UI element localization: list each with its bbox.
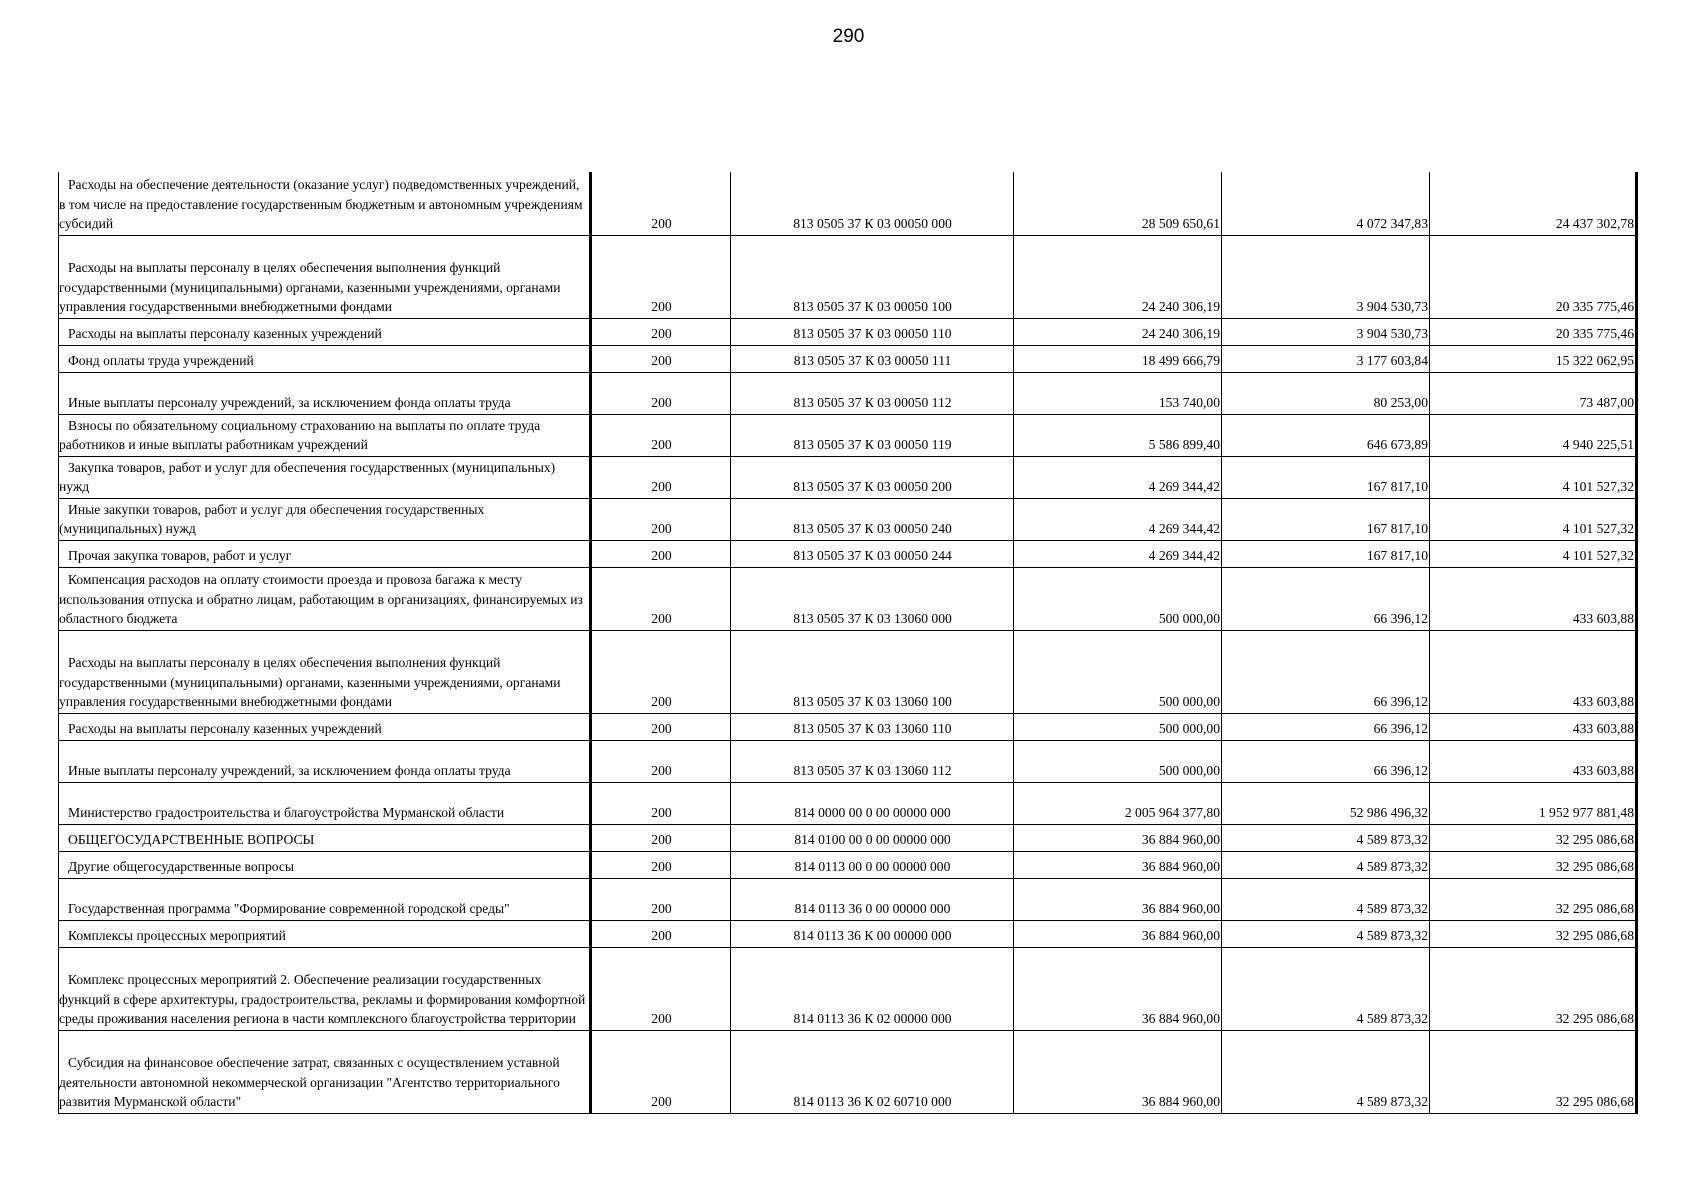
executed-amount-cell: 4 589 873,32 [1222, 920, 1430, 947]
approved-amount-cell: 4 269 344,42 [1014, 498, 1222, 540]
executed-amount-cell: 167 817,10 [1222, 456, 1430, 498]
expense-name-cell: Государственная программа "Формирование современной городской среды" [59, 878, 591, 920]
expense-name-cell: Министерство градостроительства и благоустройства Мурманской области [59, 782, 591, 824]
unexecuted-amount-cell: 32 295 086,68 [1430, 878, 1637, 920]
executed-amount-cell: 4 589 873,32 [1222, 947, 1430, 1030]
approved-amount-cell: 4 269 344,42 [1014, 540, 1222, 567]
table-row [59, 498, 1637, 540]
expense-name-cell: Прочая закупка товаров, работ и услуг [59, 540, 591, 567]
unexecuted-amount-cell: 20 335 775,46 [1430, 235, 1637, 318]
unexecuted-amount-cell: 73 487,00 [1430, 372, 1637, 414]
budget-classification-code-cell: 814 0100 00 0 00 00000 000 [731, 824, 1014, 851]
approved-amount-cell: 36 884 960,00 [1014, 851, 1222, 878]
unexecuted-amount-cell: 15 322 062,95 [1430, 345, 1637, 372]
executed-amount-cell: 66 396,12 [1222, 740, 1430, 782]
line-code-cell: 200 [591, 456, 731, 498]
executed-amount-cell: 66 396,12 [1222, 630, 1430, 713]
expense-name-cell: Фонд оплаты труда учреждений [59, 345, 591, 372]
expense-name-cell: Расходы на выплаты персоналу казенных учреждений [59, 318, 591, 345]
approved-amount-cell: 36 884 960,00 [1014, 920, 1222, 947]
expense-name-cell: Комплекс процессных мероприятий 2. Обеспечение реализации государственных функций в сфере архитектуры, градостроительства, рекламы и формирования комфортной среды проживания населения региона в части комплексного благоустройства территории [59, 947, 591, 1030]
budget-classification-code-cell: 813 0505 37 К 03 00050 200 [731, 456, 1014, 498]
approved-amount-cell: 500 000,00 [1014, 713, 1222, 740]
table-row [59, 878, 1637, 920]
table-row [59, 318, 1637, 345]
budget-classification-code-cell: 814 0000 00 0 00 00000 000 [731, 782, 1014, 824]
executed-amount-cell: 167 817,10 [1222, 498, 1430, 540]
executed-amount-cell: 4 589 873,32 [1222, 824, 1430, 851]
approved-amount-cell: 36 884 960,00 [1014, 878, 1222, 920]
budget-classification-code-cell: 813 0505 37 К 03 00050 119 [731, 414, 1014, 456]
unexecuted-amount-cell: 32 295 086,68 [1430, 1030, 1637, 1113]
expense-name-cell: Другие общегосударственные вопросы [59, 851, 591, 878]
expense-name-cell: Расходы на выплаты персоналу в целях обеспечения выполнения функций государственными (муниципальными) органами, казенными учреждениями, органами управления государственными внебюджетными фондами [59, 235, 591, 318]
line-code-cell: 200 [591, 498, 731, 540]
budget-classification-code-cell: 813 0505 37 К 03 00050 000 [731, 172, 1014, 235]
line-code-cell: 200 [591, 1030, 731, 1113]
expense-name-cell: Комплексы процессных мероприятий [59, 920, 591, 947]
line-code-cell: 200 [591, 824, 731, 851]
line-code-cell: 200 [591, 318, 731, 345]
unexecuted-amount-cell: 4 940 225,51 [1430, 414, 1637, 456]
executed-amount-cell: 3 904 530,73 [1222, 235, 1430, 318]
budget-classification-code-cell: 814 0113 36 К 02 00000 000 [731, 947, 1014, 1030]
expense-name-cell: Расходы на выплаты персоналу казенных учреждений [59, 713, 591, 740]
expense-name-cell: Иные выплаты персоналу учреждений, за исключением фонда оплаты труда [59, 740, 591, 782]
approved-amount-cell: 500 000,00 [1014, 567, 1222, 630]
executed-amount-cell: 4 589 873,32 [1222, 851, 1430, 878]
table-row [59, 630, 1637, 713]
expense-name-cell: Расходы на выплаты персоналу в целях обеспечения выполнения функций государственными (муниципальными) органами, казенными учреждениями, органами управления государственными внебюджетными фондами [59, 630, 591, 713]
budget-classification-code-cell: 813 0505 37 К 03 00050 110 [731, 318, 1014, 345]
executed-amount-cell: 646 673,89 [1222, 414, 1430, 456]
line-code-cell: 200 [591, 782, 731, 824]
table-row [59, 540, 1637, 567]
unexecuted-amount-cell: 32 295 086,68 [1430, 947, 1637, 1030]
line-code-cell: 200 [591, 851, 731, 878]
executed-amount-cell: 66 396,12 [1222, 713, 1430, 740]
budget-classification-code-cell: 813 0505 37 К 03 13060 000 [731, 567, 1014, 630]
approved-amount-cell: 2 005 964 377,80 [1014, 782, 1222, 824]
approved-amount-cell: 5 586 899,40 [1014, 414, 1222, 456]
table-row [59, 345, 1637, 372]
line-code-cell: 200 [591, 414, 731, 456]
budget-execution-table [58, 172, 1638, 1114]
approved-amount-cell: 500 000,00 [1014, 740, 1222, 782]
budget-classification-code-cell: 814 0113 36 К 00 00000 000 [731, 920, 1014, 947]
unexecuted-amount-cell: 4 101 527,32 [1430, 498, 1637, 540]
line-code-cell: 200 [591, 878, 731, 920]
line-code-cell: 200 [591, 172, 731, 235]
table-row [59, 414, 1637, 456]
table-row [59, 713, 1637, 740]
expense-name-cell: Взносы по обязательному социальному страхованию на выплаты по оплате труда работников и иные выплаты работникам учреждений [59, 414, 591, 456]
expense-name-cell: Компенсация расходов на оплату стоимости проезда и провоза багажа к месту использования отпуска и обратно лицам, работающим в организациях, финансируемых из областного бюджета [59, 567, 591, 630]
budget-classification-code-cell: 813 0505 37 К 03 00050 244 [731, 540, 1014, 567]
page-number: 290 [832, 26, 865, 47]
line-code-cell: 200 [591, 630, 731, 713]
unexecuted-amount-cell: 20 335 775,46 [1430, 318, 1637, 345]
unexecuted-amount-cell: 4 101 527,32 [1430, 456, 1637, 498]
line-code-cell: 200 [591, 713, 731, 740]
approved-amount-cell: 36 884 960,00 [1014, 824, 1222, 851]
approved-amount-cell: 4 269 344,42 [1014, 456, 1222, 498]
expense-name-cell: Закупка товаров, работ и услуг для обеспечения государственных (муниципальных) нужд [59, 456, 591, 498]
executed-amount-cell: 52 986 496,32 [1222, 782, 1430, 824]
unexecuted-amount-cell: 32 295 086,68 [1430, 824, 1637, 851]
approved-amount-cell: 28 509 650,61 [1014, 172, 1222, 235]
unexecuted-amount-cell: 1 952 977 881,48 [1430, 782, 1637, 824]
table-row [59, 782, 1637, 824]
line-code-cell: 200 [591, 540, 731, 567]
expense-name-cell: Субсидия на финансовое обеспечение затрат, связанных с осуществлением уставной деятельности автономной некоммерческой организации "Агентство территориального развития Мурманской области" [59, 1030, 591, 1113]
budget-classification-code-cell: 814 0113 36 0 00 00000 000 [731, 878, 1014, 920]
line-code-cell: 200 [591, 235, 731, 318]
executed-amount-cell: 4 072 347,83 [1222, 172, 1430, 235]
unexecuted-amount-cell: 433 603,88 [1430, 630, 1637, 713]
budget-classification-code-cell: 813 0505 37 К 03 00050 100 [731, 235, 1014, 318]
approved-amount-cell: 24 240 306,19 [1014, 318, 1222, 345]
expense-name-cell: ОБЩЕГОСУДАРСТВЕННЫЕ ВОПРОСЫ [59, 824, 591, 851]
line-code-cell: 200 [591, 740, 731, 782]
unexecuted-amount-cell: 32 295 086,68 [1430, 920, 1637, 947]
expense-name-cell: Иные выплаты персоналу учреждений, за исключением фонда оплаты труда [59, 372, 591, 414]
expense-name-cell: Иные закупки товаров, работ и услуг для обеспечения государственных (муниципальных) нужд [59, 498, 591, 540]
budget-classification-code-cell: 813 0505 37 К 03 00050 112 [731, 372, 1014, 414]
executed-amount-cell: 4 589 873,32 [1222, 1030, 1430, 1113]
unexecuted-amount-cell: 24 437 302,78 [1430, 172, 1637, 235]
line-code-cell: 200 [591, 372, 731, 414]
line-code-cell: 200 [591, 345, 731, 372]
executed-amount-cell: 167 817,10 [1222, 540, 1430, 567]
table-row [59, 172, 1637, 235]
table-row [59, 372, 1637, 414]
table-row [59, 824, 1637, 851]
executed-amount-cell: 4 589 873,32 [1222, 878, 1430, 920]
budget-classification-code-cell: 813 0505 37 К 03 13060 110 [731, 713, 1014, 740]
budget-classification-code-cell: 814 0113 00 0 00 00000 000 [731, 851, 1014, 878]
unexecuted-amount-cell: 433 603,88 [1430, 713, 1637, 740]
unexecuted-amount-cell: 32 295 086,68 [1430, 851, 1637, 878]
unexecuted-amount-cell: 433 603,88 [1430, 567, 1637, 630]
table-row [59, 567, 1637, 630]
budget-classification-code-cell: 814 0113 36 К 02 60710 000 [731, 1030, 1014, 1113]
unexecuted-amount-cell: 4 101 527,32 [1430, 540, 1637, 567]
approved-amount-cell: 24 240 306,19 [1014, 235, 1222, 318]
executed-amount-cell: 3 177 603,84 [1222, 345, 1430, 372]
executed-amount-cell: 66 396,12 [1222, 567, 1430, 630]
table-row [59, 456, 1637, 498]
table-row [59, 740, 1637, 782]
table-row [59, 851, 1637, 878]
approved-amount-cell: 153 740,00 [1014, 372, 1222, 414]
approved-amount-cell: 36 884 960,00 [1014, 947, 1222, 1030]
budget-classification-code-cell: 813 0505 37 К 03 13060 100 [731, 630, 1014, 713]
budget-classification-code-cell: 813 0505 37 К 03 00050 240 [731, 498, 1014, 540]
unexecuted-amount-cell: 433 603,88 [1430, 740, 1637, 782]
line-code-cell: 200 [591, 920, 731, 947]
table-row [59, 235, 1637, 318]
line-code-cell: 200 [591, 567, 731, 630]
line-code-cell: 200 [591, 947, 731, 1030]
approved-amount-cell: 36 884 960,00 [1014, 1030, 1222, 1113]
budget-classification-code-cell: 813 0505 37 К 03 13060 112 [731, 740, 1014, 782]
table-row [59, 947, 1637, 1030]
budget-classification-code-cell: 813 0505 37 К 03 00050 111 [731, 345, 1014, 372]
approved-amount-cell: 500 000,00 [1014, 630, 1222, 713]
approved-amount-cell: 18 499 666,79 [1014, 345, 1222, 372]
table-row [59, 1030, 1637, 1113]
executed-amount-cell: 3 904 530,73 [1222, 318, 1430, 345]
table-row [59, 920, 1637, 947]
executed-amount-cell: 80 253,00 [1222, 372, 1430, 414]
expense-name-cell: Расходы на обеспечение деятельности (оказание услуг) подведомственных учреждений, в том числе на предоставление государственным бюджетным и автономным учреждениям субсидий [59, 172, 591, 235]
